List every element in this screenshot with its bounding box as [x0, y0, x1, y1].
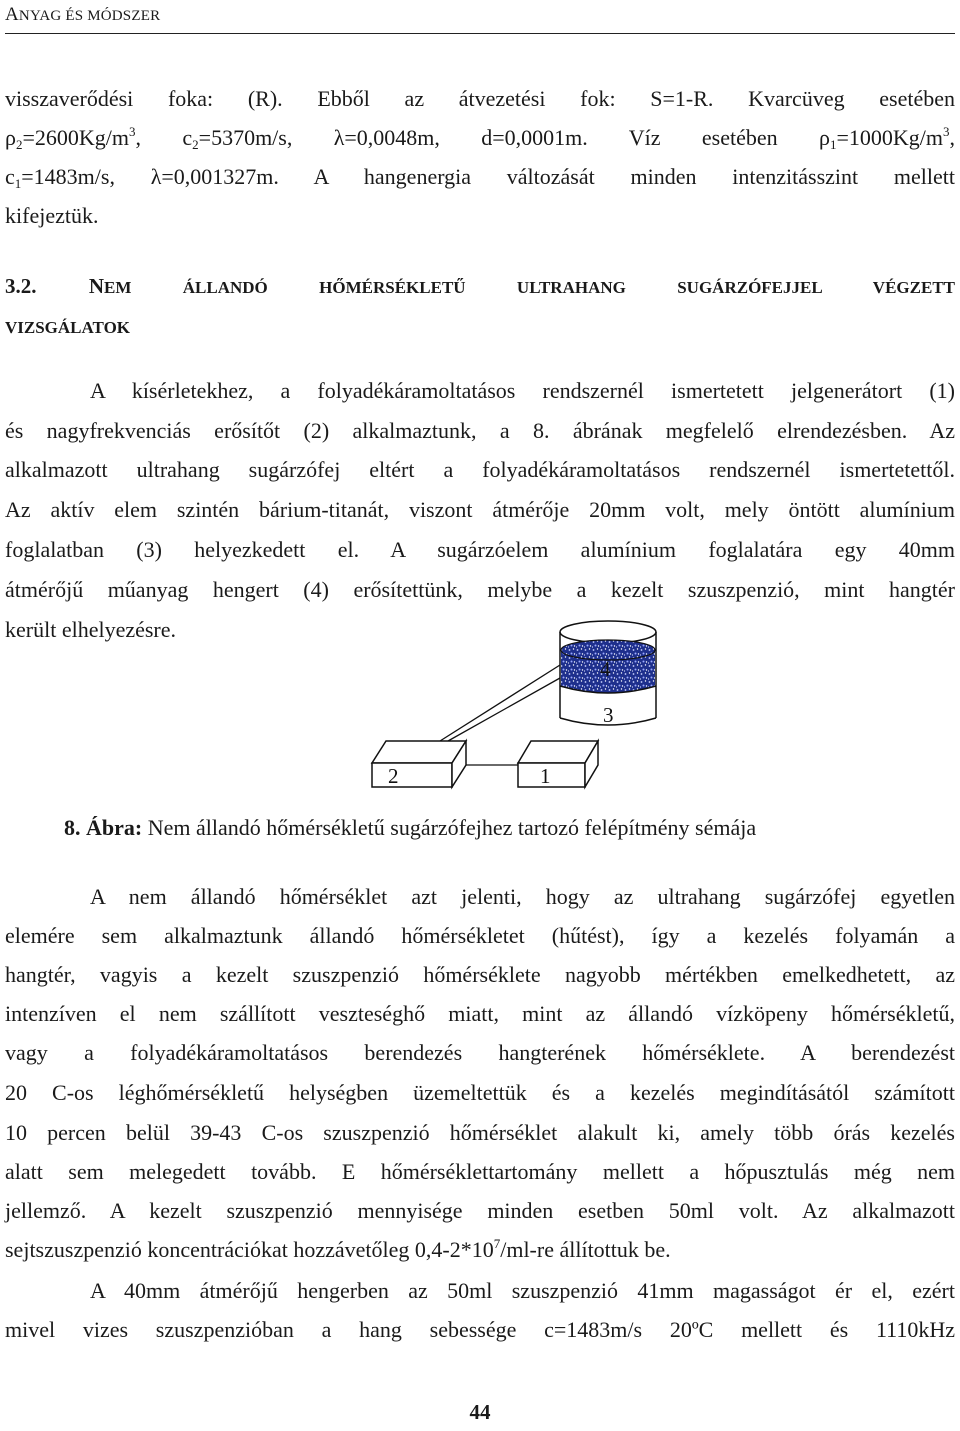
para2-line7: került elhelyezésre.: [5, 617, 177, 642]
text: =1483m/s, λ=0,001327m. A hangenergia változását minden intenzitásszint mellett: [21, 164, 955, 189]
amplifier-box: [372, 741, 466, 787]
rho-symbol: ρ: [5, 125, 16, 150]
heading-initial: N: [88, 274, 105, 298]
cable: [440, 665, 560, 741]
para2-line2: és nagyfrekvenciás erősítőt (2) alkalmaztunk, a 8. ábrának megfelelő elrendezésben. Az: [5, 418, 955, 443]
text: /ml-re állítottuk be.: [500, 1237, 671, 1262]
text: c: [5, 164, 15, 189]
section-heading: [5, 274, 955, 299]
heading-title: EM ÁLLANDÓ HŐMÉRSÉKLETŰ ULTRAHANG SUGÁRZÓFEJJEL VÉGZETT: [104, 278, 955, 297]
caption-text: Nem állandó hőmérsékletű sugárzófejhez tartozó felépítmény sémája: [142, 815, 757, 840]
text: =2600Kg/m: [22, 125, 130, 150]
para2-line3: alkalmazott ultrahang sugárzófej eltért a folyadékáramoltatásos rendszernél ismertetettől.: [5, 457, 955, 482]
figure-8-diagram: [0, 600, 960, 800]
para3-line8: alatt sem melegedett tovább. E hőmérséklettartomány mellett a hőpusztulás még nem: [5, 1159, 955, 1184]
para3-line4: intenzíven el nem szállított veszteséghő miatt, mint az állandó vízköpeny hőmérsékletű,: [5, 1001, 955, 1026]
para1-line4: kifejeztük.: [5, 203, 99, 228]
sup: 3: [129, 124, 136, 139]
para3-line10: [5, 1237, 671, 1263]
header-rest: NYAG ÉS MÓDSZER: [18, 8, 161, 24]
para1-line3: [5, 164, 955, 190]
para3-line7: 10 percen belül 39-43 C-os szuszpenzió hőmérséklet alakult ki, amely több órás kezelés: [5, 1120, 955, 1145]
sub: 1: [829, 137, 837, 152]
page-number: 44: [469, 1400, 491, 1424]
running-header: [5, 4, 160, 26]
para3-line1: A nem állandó hőmérséklet azt jelenti, hogy az ultrahang sugárzófej egyetlen: [90, 884, 955, 909]
figure-caption: [64, 815, 756, 841]
text: =5370m/s, λ=0,0048m, d=0,0001m. Víz esetében ρ: [198, 125, 830, 150]
sub: 2: [192, 137, 199, 152]
section-heading-line2: [5, 314, 130, 339]
sub: 2: [15, 137, 23, 152]
sup: 3: [943, 124, 950, 139]
para1-line2: [5, 125, 955, 151]
para3-line6: 20 C-os léghőmérsékletű helységben üzemeltettük és a kezelés megindításától számított: [5, 1080, 955, 1105]
heading-title-2: VIZSGÁLATOK: [5, 318, 131, 337]
signal-generator-box: [518, 741, 598, 787]
sup: 7: [493, 1236, 501, 1251]
label-4: 4: [600, 657, 611, 681]
label-3: 3: [603, 703, 614, 727]
para4-line1: A 40mm átmérőjű hengerben az 50ml szuszpenzió 41mm magasságot ér el, ezért: [90, 1278, 955, 1303]
para3-line2: elemére sem alkalmaztunk állandó hőmérsékletet (hűtést), így a kezelés folyamán a: [5, 923, 955, 948]
para1-line1: visszaverődési foka: (R). Ebből az átvezetési fok: S=1-R. Kvarcüveg esetében: [5, 86, 955, 111]
section-number: 3.2.: [5, 274, 37, 298]
para2-line6: átmérőjű műanyag hengert (4) erősítettünk, melybe a kezelt szuszpenzió, mint hangtér: [5, 577, 955, 602]
label-2: 2: [388, 764, 399, 788]
header-initial: A: [5, 4, 19, 25]
text: , c: [135, 125, 193, 150]
para2-line4: Az aktív elem szintén bárium-titanát, viszont átmérője 20mm volt, mely öntött alumínium: [5, 497, 955, 522]
para4-line2: mivel vizes szuszpenzióban a hang sebessége c=1483m/s 20ºC mellett és 1110kHz: [5, 1317, 955, 1342]
text: =1000Kg/m: [836, 125, 944, 150]
text: sejtszuszpenzió koncentrációkat hozzávetőleg 0,4-2*10: [5, 1237, 494, 1262]
para3-line5: vagy a folyadékáramoltatásos berendezés hangterének hőmérséklete. A berendezést: [5, 1040, 955, 1065]
para2-line5: foglalatban (3) helyezkedett el. A sugárzóelem alumínium foglalatára egy 40mm: [5, 537, 955, 562]
para3-line9: jellemző. A kezelt szuszpenzió mennyisége minden esetben 50ml volt. Az alkalmazott: [5, 1198, 955, 1223]
para2-line1: A kísérletekhez, a folyadékáramoltatásos rendszernél ismertetett jelgenerátort (1): [90, 378, 955, 403]
caption-label: 8. Ábra:: [64, 815, 143, 840]
text: ,: [949, 125, 956, 150]
para3-line3: hangtér, vagyis a kezelt szuszpenzió hőmérséklete nagyobb mértékben emelkedhetett, az: [5, 962, 955, 987]
sub: 1: [14, 176, 22, 191]
label-1: 1: [540, 764, 551, 788]
header-rule: [5, 33, 955, 34]
